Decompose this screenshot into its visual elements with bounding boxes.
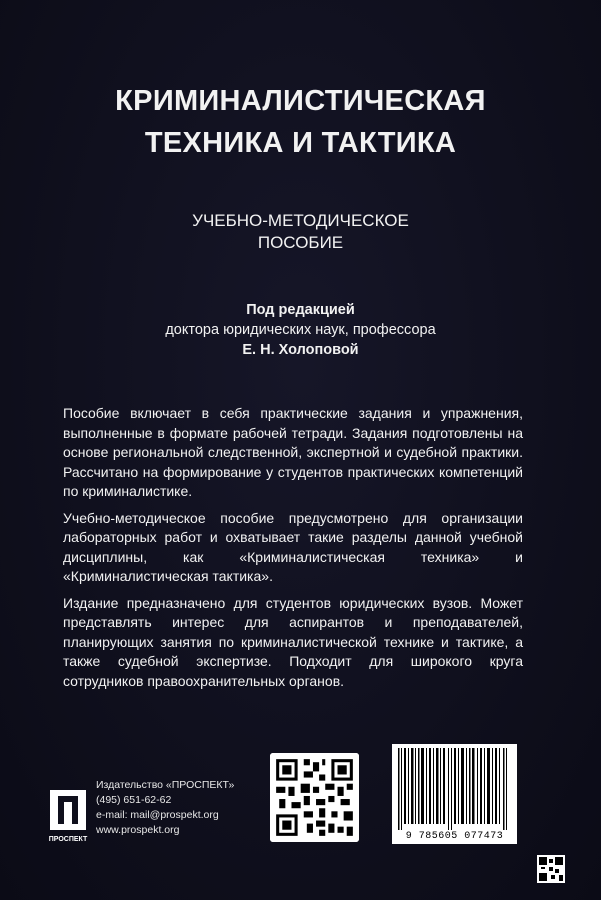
barcode-bars — [392, 744, 517, 832]
book-subtitle — [0, 210, 601, 254]
qr-code-icon — [270, 753, 359, 842]
publisher-phone: (495) 651-62-62 — [96, 794, 172, 806]
isbn-barcode — [392, 744, 517, 844]
publisher-name: Издательство «ПРОСПЕКТ» — [96, 779, 235, 791]
isbn-number: 9 785605 077473 — [405, 831, 504, 842]
annotation-paragraph-1: Пособие включает в себя практические задания и упражнения, выполненные в формате рабочей тетради. Задания подготовлены на основе региональной следственной, экспертной и судебной практики. Рассчитано на формирование у студентов практических компетенций по криминалистике. — [63, 405, 523, 499]
publisher-web: www.prospekt.org — [96, 824, 180, 836]
subtitle-line-2: ПОСОБИЕ — [257, 233, 344, 252]
publisher-logo — [46, 788, 90, 844]
annotation-paragraph-2: Учебно-методическое пособие предусмотрено для организации лабораторных работ и охватывает такие разделы данной учебной дисциплины, как «Криминалистическая техника» и «Криминалистическая тактика». — [63, 509, 523, 584]
publisher-email: e-mail: mail@prospekt.org — [96, 809, 219, 821]
title-line-1: КРИМИНАЛИСТИЧЕСКАЯ — [115, 85, 486, 117]
annotation-text — [63, 404, 523, 698]
editor-block — [0, 300, 601, 360]
logo-text: ПРОСПЕКТ — [48, 836, 88, 843]
editor-degree: доктора юридических наук, профессора — [165, 322, 436, 338]
title-line-2: ТЕХНИКА И ТАКТИКА — [144, 127, 457, 159]
book-title — [0, 80, 601, 164]
editor-label: Под редакцией — [246, 302, 355, 318]
publisher-info — [96, 778, 234, 838]
editor-name: Е. Н. Холоповой — [242, 342, 359, 358]
small-qr-icon — [537, 855, 565, 883]
annotation-paragraph-3: Издание предназначено для студентов юридических вузов. Может представлять интерес для аспирантов и преподавателей, планирующих занятия по криминалистической технике и тактике, а также судебной экспертизе. Подходит для широкого круга сотрудников правоохранительных органов. — [63, 594, 523, 689]
subtitle-line-1: УЧЕБНО-МЕТОДИЧЕСКОЕ — [192, 211, 409, 230]
